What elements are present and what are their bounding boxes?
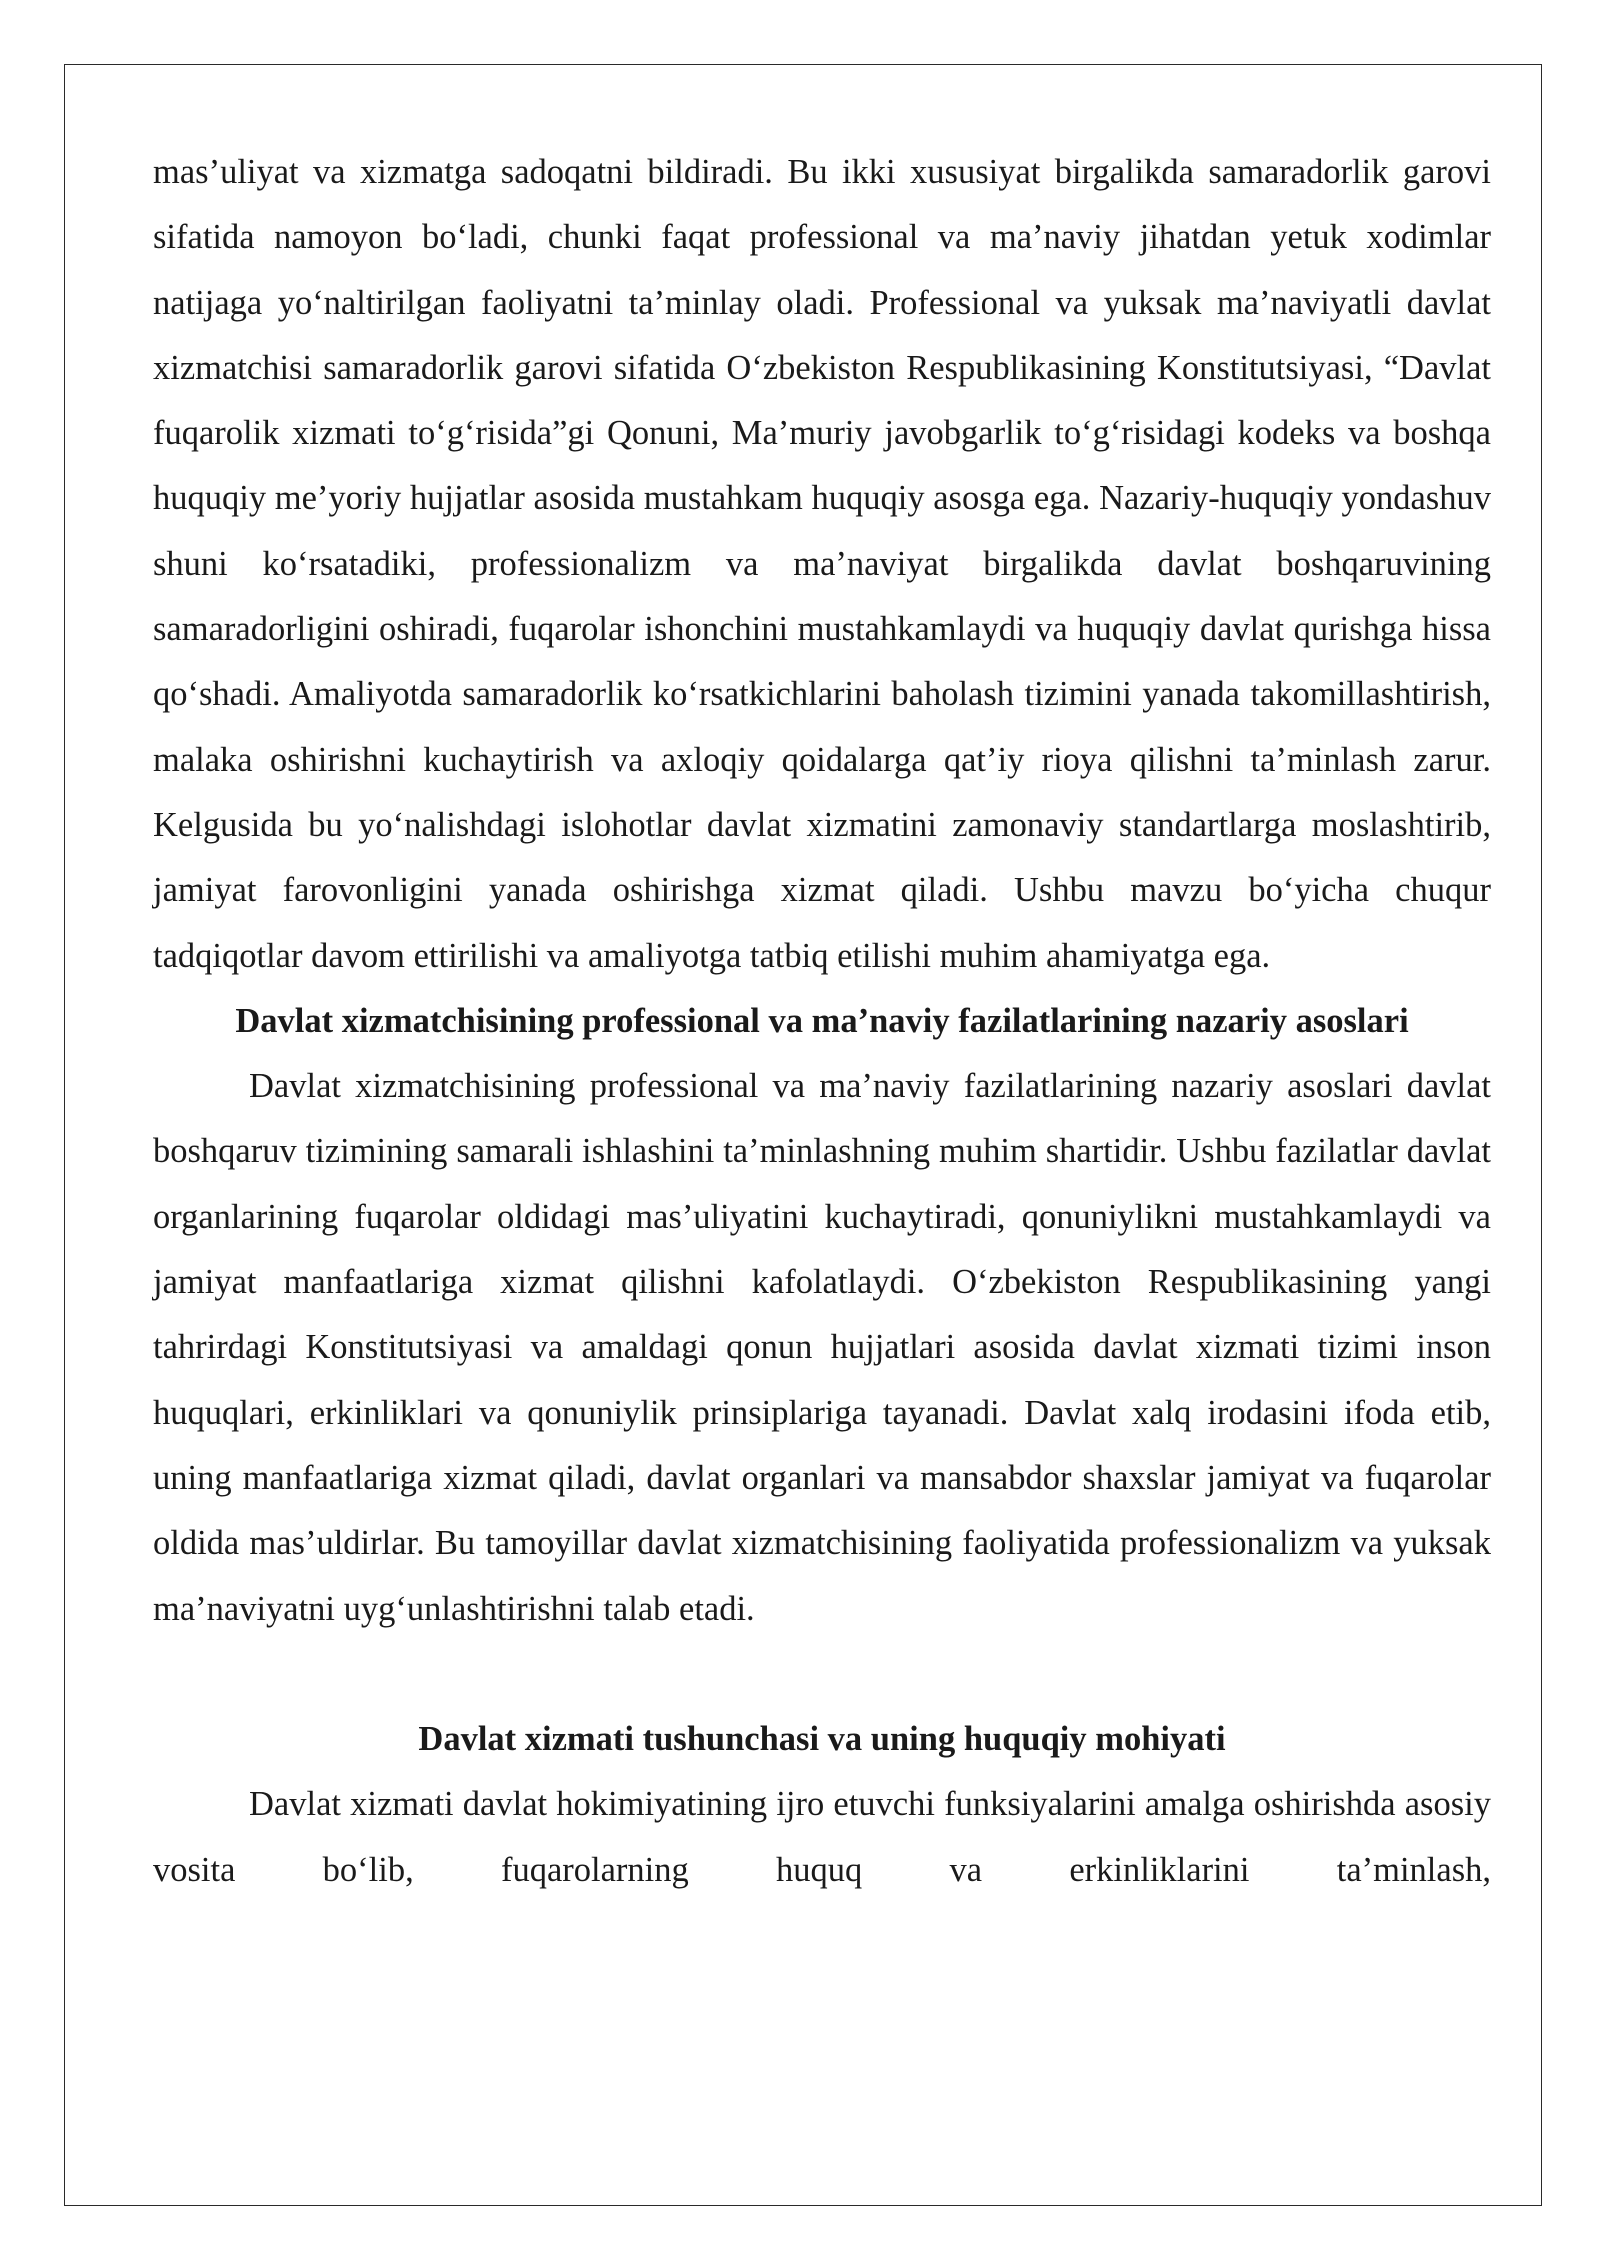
section-heading: Davlat xizmati tushunchasi va uning huquqiy mohiyati [418, 1720, 1226, 1759]
body-paragraph: Davlat xizmatchisining professional va ma’naviy fazilatlarining nazariy asoslari davlat boshqaruv tizimining samarali ishlashini ta’minlashning muhim shartidir. Ushbu fazilatlar davlat organlarining fuqarolar oldidagi mas’uliyatini kuchaytiradi, qonuniylikni mustahkamlaydi va jamiyat manfaatlariga xizmat qilishni kafolatlaydi. O‘zbekiston Respublikasining yangi tahrirdagi Konstitutsiyasi va amaldagi qonun hujjatlari asosida davlat xizmati tizimi inson huquqlari, erkinliklari va qonuniylik prinsiplariga tayanadi. Davlat xalq irodasini ifoda etib, uning manfaatlariga xizmat qiladi, davlat organlari va mansabdor shaxslar jamiyat va fuqarolar oldida mas’uldirlar. Bu tamoyillar davlat xizmatchisining faoliyatida professionalizm va yuksak ma’naviyatni uyg‘unlashtirishni talab etadi. [153, 1067, 1491, 1628]
section-heading: Davlat xizmatchisining professional va ma’naviy fazilatlarining nazariy asoslari [235, 1001, 1409, 1040]
blank-line [153, 1642, 1491, 1707]
body-paragraph: Davlat xizmati davlat hokimiyatining ijro etuvchi funksiyalarini amalga oshirishda asosiy vosita bo‘lib, fuqarolarning huquq va erkinliklarini ta’minlash, [153, 1785, 1491, 1889]
document-body [153, 140, 1491, 1903]
body-paragraph: mas’uliyat va xizmatga sadoqatni bildiradi. Bu ikki xususiyat birgalikda samaradorlik garovi sifatida namoyon bo‘ladi, chunki faqat professional va ma’naviy jihatdan yetuk xodimlar natijaga yo‘naltirilgan faoliyatni ta’minlay oladi. Professional va yuksak ma’naviyatli davlat xizmatchisi samaradorlik garovi sifatida O‘zbekiston Respublikasining Konstitutsiyasi, “Davlat fuqarolik xizmati to‘g‘risida”gi Qonuni, Ma’muriy javobgarlik to‘g‘risidagi kodeks va boshqa huquqiy me’yoriy hujjatlar asosida mustahkam huquqiy asosga ega. Nazariy-huquqiy yondashuv shuni ko‘rsatadiki, professionalizm va ma’naviyat birgalikda davlat boshqaruvining samaradorligini oshiradi, fuqarolar ishonchini mustahkamlaydi va huquqiy davlat qurishga hissa qo‘shadi. Amaliyotda samaradorlik ko‘rsatkichlarini baholash tizimini yanada takomillashtirish, malaka oshirishni kuchaytirish va axloqiy qoidalarga qat’iy rioya qilishni ta’minlash zarur. Kelgusida bu yo‘nalishdagi islohotlar davlat xizmatini zamonaviy standartlarga moslashtirib, jamiyat farovonligini yanada oshirishga xizmat qiladi. Ushbu mavzu bo‘yicha chuqur tadqiqotlar davom ettirilishi va amaliyotga tatbiq etilishi muhim ahamiyatga ega. [153, 153, 1491, 975]
